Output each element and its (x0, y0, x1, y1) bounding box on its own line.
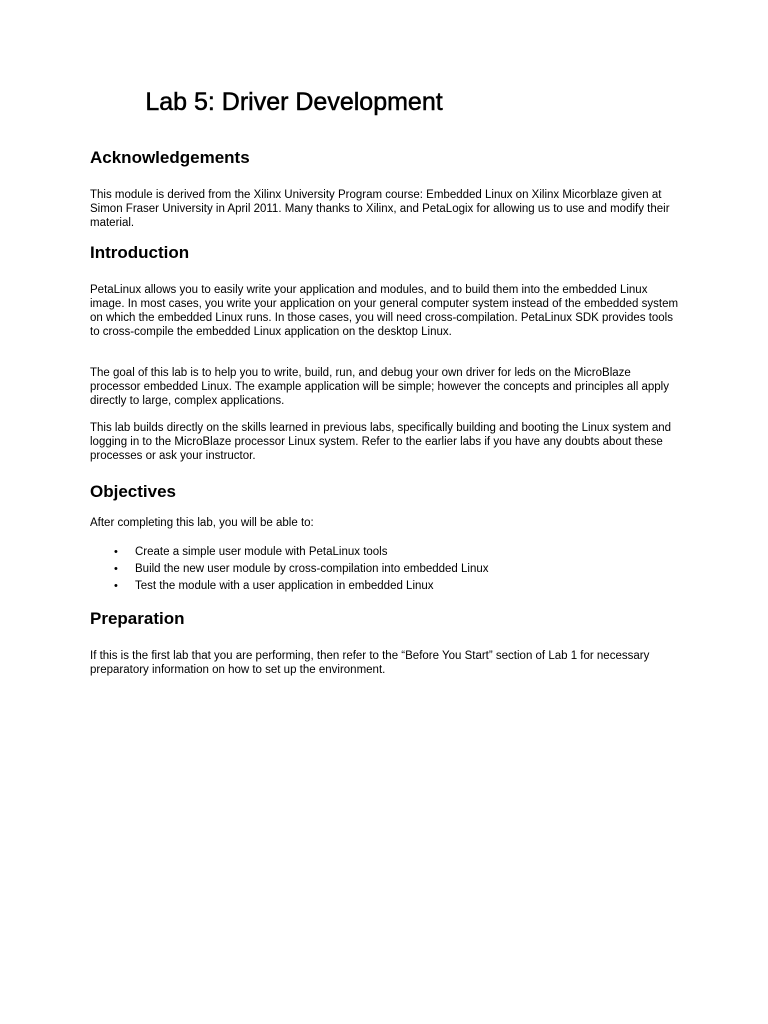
bullet-glyph: • (114, 546, 118, 558)
objectives-list (90, 545, 489, 596)
objectives-heading: Objectives (90, 482, 176, 501)
introduction-paragraph-2: The goal of this lab is to help you to write, build, run, and debug your own driver for leds on the MicroBlaze processor embedded Linux. The example application will be simple; however the concepts and principles all apply directly to large, complex applications. (90, 367, 669, 407)
acknowledgements-paragraph: This module is derived from the Xilinx University Program course: Embedded Linux on Xilinx Micorblaze given at Simon Fraser University in April 2011. Many thanks to Xilinx, and PetaLogix for allowing us to use and modify their material. (90, 189, 670, 229)
acknowledgements-heading: Acknowledgements (90, 148, 250, 167)
preparation-paragraph: If this is the first lab that you are performing, then refer to the “Before You Start” section of Lab 1 for necessary preparatory information on how to set up the environment. (90, 650, 650, 676)
introduction-paragraph-1: PetaLinux allows you to easily write your application and modules, and to build them into the embedded Linux image. In most cases, you write your application on your general computer system instead of the embedded system on which the embedded Linux runs. In those cases, you will need cross-compilation. PetaLinux SDK provides tools to cross-compile the embedded Linux application on the desktop Linux. (90, 284, 679, 338)
bullet-glyph: • (114, 580, 118, 592)
list-item-text: Create a simple user module with PetaLinux tools (135, 546, 388, 558)
introduction-paragraph-3: This lab builds directly on the skills learned in previous labs, specifically building and booting the Linux system and logging in to the MicroBlaze processor Linux system. Refer to the earlier labs if you have any doubts about these processes or ask your instructor. (90, 422, 672, 462)
document-title: Lab 5: Driver Development (145, 88, 443, 116)
list-item (90, 562, 489, 579)
list-item-text: Build the new user module by cross-compilation into embedded Linux (135, 563, 489, 575)
objectives-intro: After completing this lab, you will be able to: (90, 517, 314, 529)
list-item-text: Test the module with a user application in embedded Linux (135, 580, 434, 592)
bullet-glyph: • (114, 563, 118, 575)
list-item (90, 579, 489, 596)
introduction-heading: Introduction (90, 243, 190, 262)
preparation-heading: Preparation (90, 609, 185, 628)
list-item (90, 545, 489, 562)
